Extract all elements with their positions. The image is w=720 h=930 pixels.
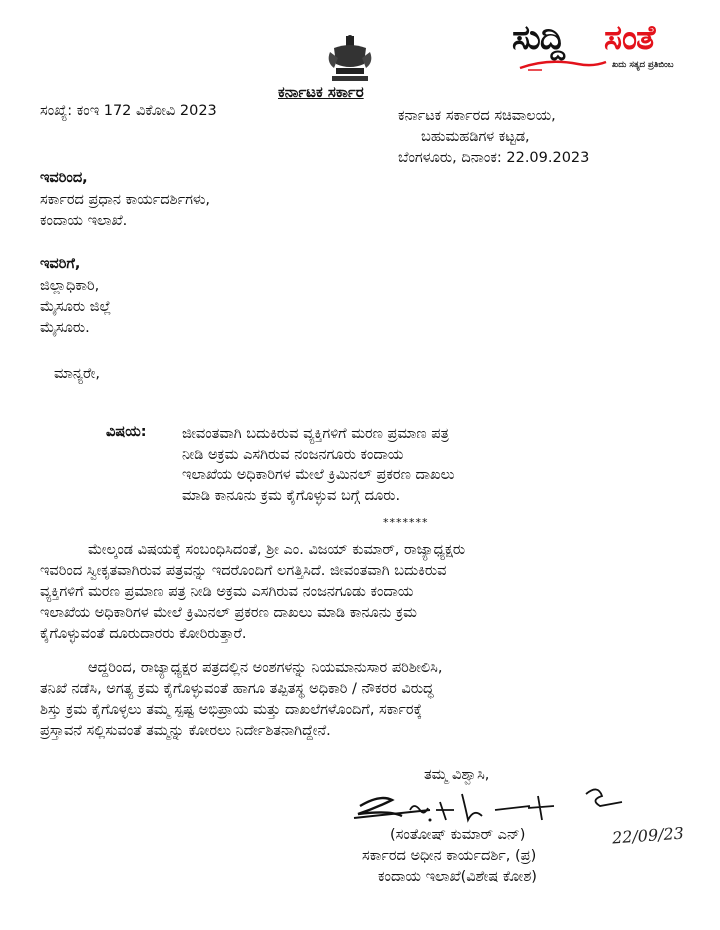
subject-text	[182, 424, 455, 506]
body-line: ಮೇಲ್ಕಂಡ ವಿಷಯಕ್ಕೆ ಸಂಬಂಧಿಸಿದಂತೆ, ಶ್ರೀ ಎಂ. ವಿಜಯ್ ಕುಮಾರ್, ರಾಜ್ಯಾಧ್ಯಕ್ಷರು	[88, 542, 466, 558]
signature-date: 22/09/23	[611, 823, 685, 848]
signatory-name: (ಸಂತೋಷ್ ಕುಮಾರ್ ಎನ್)	[390, 827, 526, 843]
body-line: ವ್ಯಕ್ತಿಗಳಿಗೆ ಮರಣ ಪ್ರಮಾಣ ಪತ್ರ ನೀಡಿ ಅಕ್ರಮ ಎಸಗಿರುವ ನಂಜನಗೂಡು ಕಂದಾಯ	[40, 584, 414, 600]
signatory-designation: ಸರ್ಕಾರದ ಅಧೀನ ಕಾರ್ಯದರ್ಶಿ, (ಪ್ರ)	[362, 848, 537, 864]
to-line-1: ಜಿಲ್ಲಾಧಿಕಾರಿ,	[40, 278, 100, 294]
office-address-line-1: ಕರ್ನಾಟಕ ಸರ್ಕಾರದ ಸಚಿವಾಲಯ,	[398, 108, 556, 124]
subject-line: ಜೀವಂತವಾಗಿ ಬದುಕಿರುವ ವ್ಯಕ್ತಿಗಳಿಗೆ ಮರಣ ಪ್ರಮಾಣ ಪತ್ರ	[182, 426, 449, 442]
logo-tagline: ಖದು ಸತ್ಯದ ಪ್ರತಿಬಿಂಬ	[612, 60, 674, 70]
logo-name-right: ಸಂತೆ	[604, 18, 655, 58]
subject-label: ವಿಷಯ:	[106, 424, 147, 440]
letterhead-title: ಕರ್ನಾಟಕ ಸರ್ಕಾರ	[278, 83, 364, 101]
logo-name-left: ಸುದ್ದಿ	[512, 18, 564, 58]
from-label: ಇವರಿಂದ,	[40, 170, 88, 186]
body-line: ಇಲಾಖೆಯ ಅಧಿಕಾರಿಗಳ ಮೇಲೆ ಕ್ರಿಮಿನಲ್ ಪ್ರಕರಣ ದಾಖಲು ಮಾಡಿ ಕಾನೂನು ಕ್ರಮ	[40, 605, 417, 621]
signatory-department: ಕಂದಾಯ ಇಲಾಖೆ(ವಿಶೇಷ ಕೋಶ)	[378, 869, 537, 885]
body-line: ತನಿಖೆ ನಡೆಸಿ, ಅಗತ್ಯ ಕ್ರಮ ಕೈಗೊಳ್ಳುವಂತೆ ಹಾಗೂ ತಪ್ಪಿತಸ್ಥ ಅಧಿಕಾರಿ / ನೌಕರರ ವಿರುದ್ಧ	[40, 681, 434, 697]
separator: *******	[383, 516, 429, 529]
to-line-2: ಮೈಸೂರು ಜಿಲ್ಲೆ	[40, 299, 112, 315]
subject-line: ನೀಡಿ ಅಕ್ರಮ ಎಸಗಿರುವ ನಂಜನಗೂರು ಕಂದಾಯ	[182, 446, 404, 463]
body-paragraph-2	[40, 658, 680, 742]
closing: ತಮ್ಮ ವಿಶ್ವಾಸಿ,	[424, 767, 490, 783]
logo-swoosh-icon	[518, 58, 608, 72]
sudhi-sante-logo	[512, 16, 712, 78]
body-line: ಪ್ರಸ್ತಾವನೆ ಸಲ್ಲಿಸುವಂತೆ ತಮ್ಮನ್ನು ಕೋರಲು ನಿರ್ದೇಶಿತನಾಗಿದ್ದೇನೆ.	[40, 723, 331, 739]
reference-number: ಸಂಖ್ಯೆ: ಕಂಇ 172 ವಿಕೋವಿ 2023	[40, 103, 217, 119]
body-line: ಕೈಗೊಳ್ಳುವಂತೆ ದೂರುದಾರರು ಕೋರಿರುತ್ತಾರೆ.	[40, 626, 247, 642]
subject-line: ಇಲಾಖೆಯ ಅಧಿಕಾರಿಗಳ ಮೇಲೆ ಕ್ರಿಮಿನಲ್ ಪ್ರಕರಣ ದಾಖಲು	[182, 467, 455, 483]
to-line-3: ಮೈಸೂರು.	[40, 320, 90, 336]
from-line-2: ಕಂದಾಯ ಇಲಾಖೆ.	[40, 213, 128, 229]
office-address-line-2: ಬಹುಮಹಡಿಗಳ ಕಟ್ಟಡ,	[421, 129, 530, 145]
from-line-1: ಸರ್ಕಾರದ ಪ್ರಧಾನ ಕಾರ್ಯದರ್ಶಿಗಳು,	[40, 192, 211, 208]
subject-line: ಮಾಡಿ ಕಾನೂನು ಕ್ರಮ ಕೈಗೊಳ್ಳುವ ಬಗ್ಗೆ ದೂರು.	[182, 487, 401, 504]
body-paragraph-1	[40, 540, 680, 645]
body-line: ಆದ್ದರಿಂದ, ರಾಜ್ಯಾಧ್ಯಕ್ಷರ ಪತ್ರದಲ್ಲಿನ ಅಂಶಗಳನ್ನು ನಿಯಮಾನುಸಾರ ಪರಿಶೀಲಿಸಿ,	[88, 660, 443, 676]
salutation: ಮಾನ್ಯರೇ,	[54, 366, 101, 382]
body-line: ಶಿಸ್ತು ಕ್ರಮ ಕೈಗೊಳ್ಳಲು ತಮ್ಮ ಸ್ಪಷ್ಟ ಅಭಿಪ್ರಾಯ ಮತ್ತು ದಾಖಲೆಗಳೊಂದಿಗೆ, ಸರ್ಕಾರಕ್ಕೆ	[40, 702, 423, 718]
to-label: ಇವರಿಗೆ,	[40, 256, 81, 272]
body-line: ಇವರಿಂದ ಸ್ವೀಕೃತವಾಗಿರುವ ಪತ್ರವನ್ನು ಇದರೊಂದಿಗೆ ಲಗತ್ತಿಸಿದೆ. ಜೀವಂತವಾಗಿ ಬದುಕಿರುವ	[40, 563, 447, 579]
office-address-date: ಬೆಂಗಳೂರು, ದಿನಾಂಕ: 22.09.2023	[398, 150, 590, 166]
karnataka-emblem-icon	[326, 34, 374, 84]
